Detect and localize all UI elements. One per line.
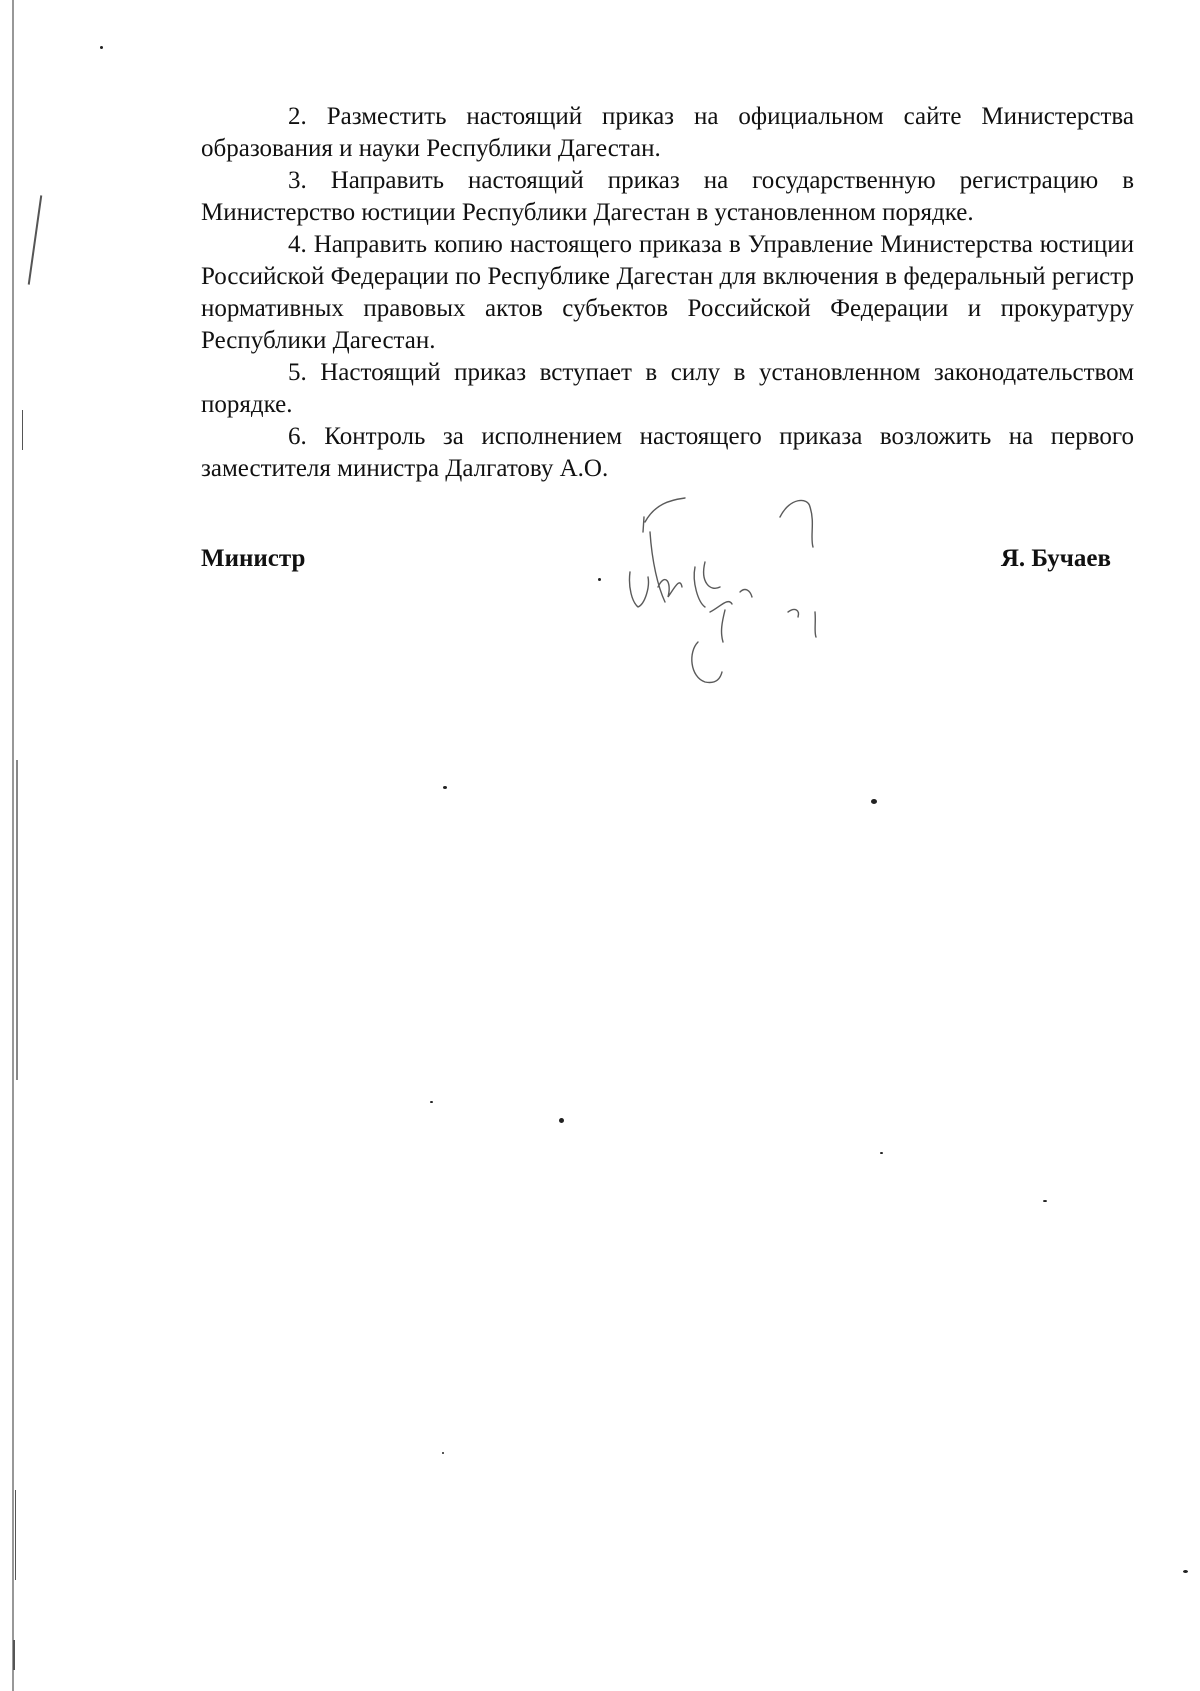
scan-mark bbox=[22, 410, 23, 450]
paragraph-6: 6. Контроль за исполнением настоящего приказа возложить на первого заместителя министра Далгатову А.О. bbox=[201, 423, 1134, 482]
paragraph-2: 2. Разместить настоящий приказ на официальном сайте Министерства образования и науки Республики Дагестан. bbox=[201, 103, 1134, 162]
scan-speck bbox=[1183, 1570, 1188, 1573]
scan-speck bbox=[598, 578, 601, 581]
scan-speck bbox=[442, 1452, 444, 1454]
scan-mark bbox=[28, 195, 43, 284]
signatory-title: Министр bbox=[201, 545, 306, 572]
handwritten-signature bbox=[610, 492, 860, 722]
scan-speck bbox=[880, 1152, 883, 1154]
scan-edge-line bbox=[12, 0, 14, 1691]
scan-speck bbox=[430, 1101, 433, 1103]
scan-mark bbox=[15, 1490, 16, 1580]
scan-speck bbox=[100, 46, 103, 49]
scan-mark bbox=[16, 760, 18, 1080]
scan-speck bbox=[443, 786, 447, 789]
signatory-name: Я. Бучаев bbox=[1000, 545, 1111, 572]
paragraph-3: 3. Направить настоящий приказ на государственную регистрацию в Министерство юстиции Республики Дагестан в установленном порядке. bbox=[201, 167, 1134, 226]
document-body bbox=[201, 101, 1134, 485]
scan-speck bbox=[1043, 1200, 1047, 1202]
scan-speck bbox=[559, 1118, 564, 1123]
paragraph-5: 5. Настоящий приказ вступает в силу в установленном законодательством порядке. bbox=[201, 359, 1134, 418]
scan-mark bbox=[13, 1640, 15, 1670]
scan-speck bbox=[871, 799, 877, 804]
paragraph-4: 4. Направить копию настоящего приказа в Управление Министерства юстиции Российской Федерации по Республике Дагестан для включения в федеральный регистр нормативных правовых актов субъектов Российской Федерации и прокуратуру Республики Дагестан. bbox=[201, 231, 1134, 354]
